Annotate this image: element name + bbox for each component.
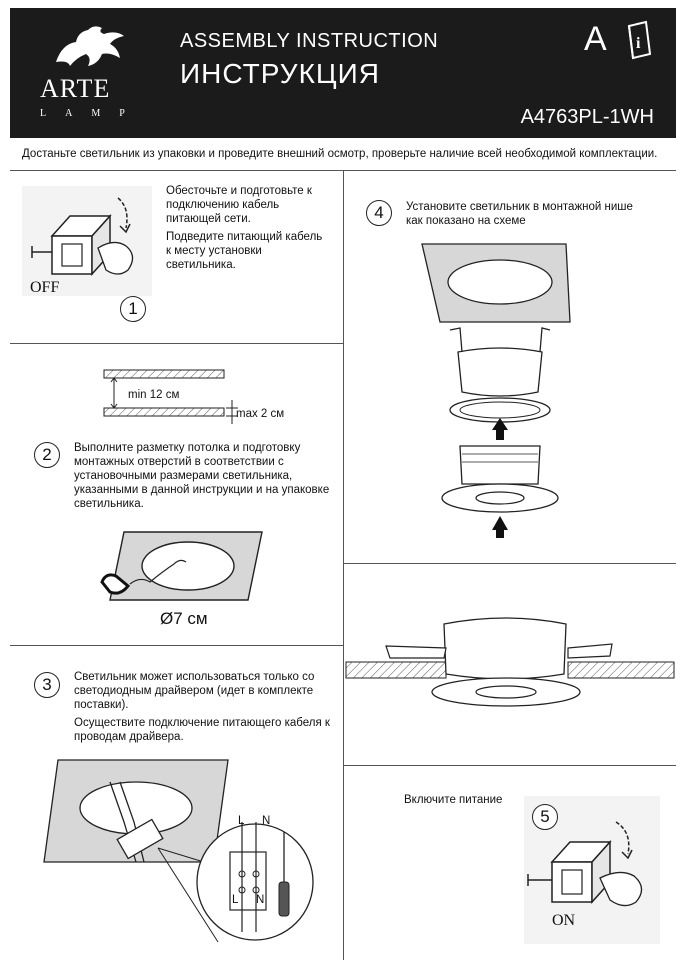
info-book-icon: [626, 20, 654, 60]
step-1-text-1: Обесточьте и подготовьте к подключению кабель питающей сети.: [166, 185, 312, 225]
step-2-number: 2: [34, 442, 60, 468]
step-3-text-2: Осуществите подключение питающего кабеля к проводам драйвера.: [74, 717, 330, 743]
step-1-text-2: Подведите питающий кабель к месту установки светильника.: [166, 231, 323, 271]
intro-text: Достаньте светильник из упаковки и проведите внешний осмотр, проверьте наличие всей необходимой комплектации.: [22, 148, 658, 160]
step-2-text: Выполните разметку потолка и подготовку монтажных отверстий в соответствии с установочными размерами светильника, указанными в данной инструкции и на упаковке светильника.: [74, 442, 330, 510]
driver-wiring-illustration: [40, 752, 336, 952]
step-1-text: [166, 184, 326, 276]
wire-n-label-bottom: N: [256, 894, 265, 906]
switch-on-label: ON: [552, 912, 576, 929]
step-5-number: 5: [532, 804, 558, 830]
model-number: A4763PL-1WH: [520, 106, 654, 128]
switch-off-label: OFF: [30, 279, 60, 296]
logo-subtitle: LAMP: [40, 108, 144, 119]
svg-text:i: i: [636, 35, 641, 52]
griffin-logo-icon: [48, 22, 128, 72]
dim-min-label: min 12 см: [128, 389, 180, 401]
step-4-text: Установите светильник в монтажной нише как показано на схеме: [406, 201, 633, 227]
step-3-text: [74, 670, 332, 748]
step-4-number: 4: [366, 200, 392, 226]
divider-right-2: [343, 765, 676, 766]
step-1-number: 1: [120, 296, 146, 322]
divider-right-1: [343, 563, 676, 564]
wire-l-label-top: L: [238, 815, 245, 827]
header-banner: [10, 8, 676, 138]
hole-diameter-label: Ø7 см: [160, 609, 208, 628]
installed-luminaire-diagram: [346, 600, 674, 710]
divider-vertical: [343, 170, 344, 960]
dim-max-label: max 2 см: [236, 408, 285, 420]
wire-l-label-bottom: L: [232, 894, 239, 906]
title-russian: ИНСТРУКЦИЯ: [180, 58, 380, 89]
title-english: ASSEMBLY INSTRUCTION: [180, 30, 439, 52]
divider-left-2: [10, 645, 343, 646]
logo-wordmark: ARTE: [40, 74, 111, 103]
divider-left-1: [10, 343, 343, 344]
step-3-number: 3: [34, 672, 60, 698]
hole-cutting-illustration: [100, 526, 270, 606]
step-5-text: Включите питание: [404, 794, 503, 806]
step-3-text-1: Светильник может использоваться только со светодиодным драйвером (идет в комплекте поставки).: [74, 671, 315, 711]
language-letter: A: [584, 20, 607, 58]
mounting-exploded-diagram: [420, 240, 590, 540]
wire-n-label-top: N: [262, 815, 271, 827]
